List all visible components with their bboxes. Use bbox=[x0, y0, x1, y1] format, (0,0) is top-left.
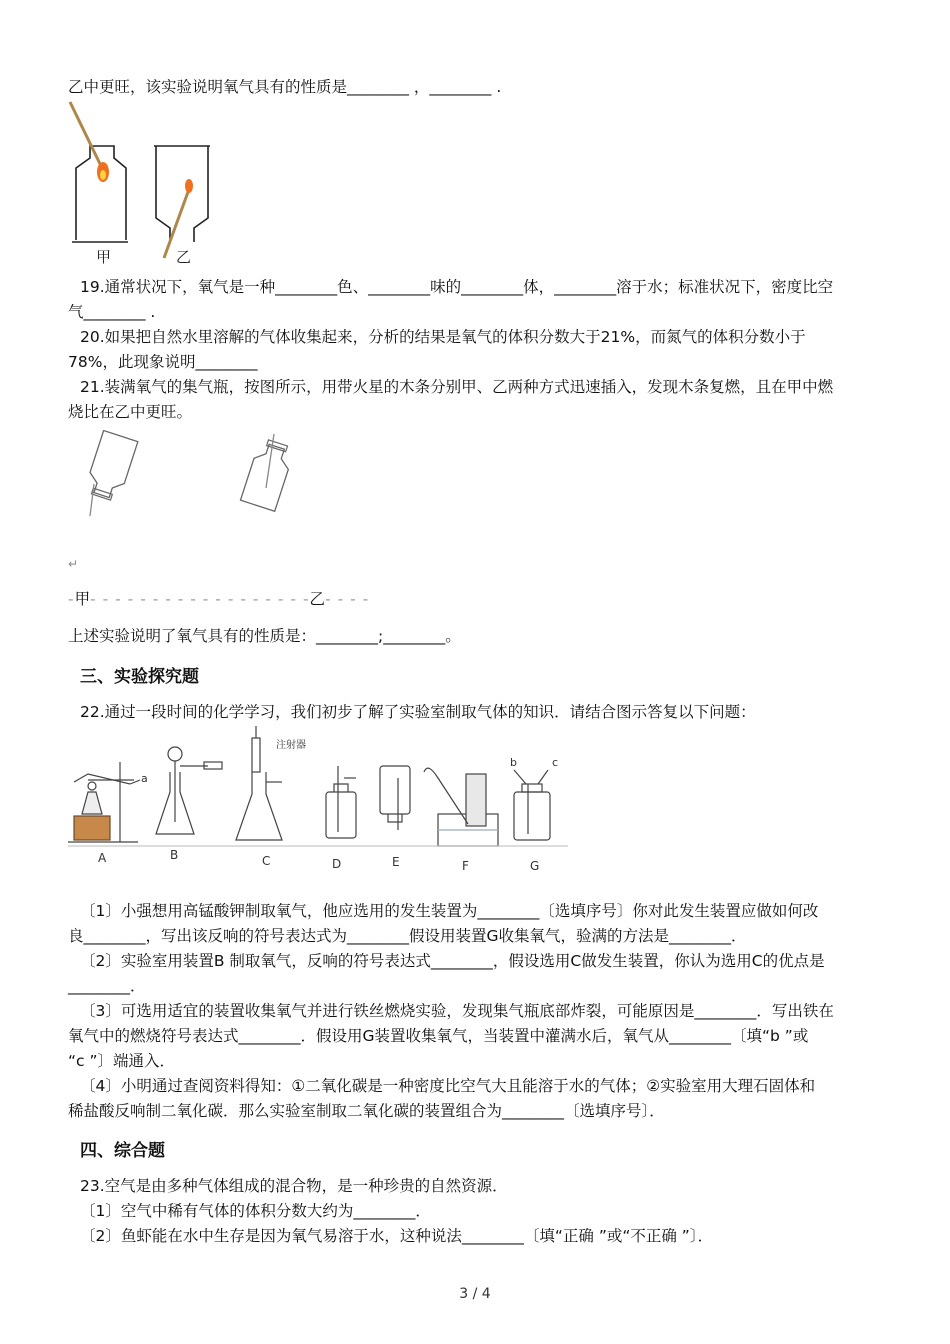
label-yi: 乙 bbox=[176, 248, 192, 266]
q21-line-1: 21.装满氧气的集气瓶，按图所示，用带火星的木条分别甲、乙两种方式迅速插入，发现木条复燃，且在甲中燃 bbox=[80, 378, 834, 396]
q22-3-line-3: “c ”〕端通入． bbox=[68, 1052, 176, 1070]
apparatus-g bbox=[514, 770, 550, 840]
q22-2-line-2: ________． bbox=[68, 977, 146, 995]
label-B: B bbox=[170, 848, 179, 862]
label-C: C bbox=[262, 854, 271, 868]
figure-jars-flame bbox=[68, 100, 228, 268]
q20-line-1: 20.如果把自然水里溶解的气体收集起来，分析的结果是氧气的体积分数大于21%，而氮气的体积分数小于 bbox=[80, 328, 806, 346]
q22-3-line-2: 氧气中的燃烧符号表达式________．假设用G装置收集氧气，当装置中灌满水后，氧气从________〔填“b ”或 bbox=[68, 1027, 809, 1045]
q21-line-3: 上述实验说明了氧气具有的性质是：________;________。 bbox=[68, 627, 461, 645]
figure-lab-apparatus bbox=[68, 722, 568, 880]
label-syringe: 注射器 bbox=[276, 740, 306, 751]
flame-yi bbox=[185, 179, 193, 193]
label-c-small: c bbox=[552, 756, 559, 769]
q22-4-line-2: 稀盐酸反响制二氧化碳．那么实验室制取二氧化碳的装置组合为________〔选填序号〕． bbox=[68, 1102, 665, 1120]
q23-stem: 23.空气是由多种气体组成的混合物，是一种珍贵的自然资源． bbox=[80, 1177, 508, 1195]
label-F: F bbox=[462, 859, 469, 873]
q19-line-2: 气________ . bbox=[68, 303, 156, 321]
label-yi-2: 乙 bbox=[309, 590, 326, 608]
dot-leader-right: - - - - bbox=[325, 590, 370, 608]
page-number: 3 / 4 bbox=[459, 1286, 491, 1302]
label-a-small: a bbox=[141, 772, 148, 785]
q23-1: 〔1〕空气中稀有气体的体积分数大约为________． bbox=[80, 1202, 431, 1220]
apparatus-f bbox=[424, 768, 498, 846]
label-G: G bbox=[530, 859, 540, 873]
figure2-labels bbox=[68, 588, 369, 610]
label-D: D bbox=[332, 857, 342, 871]
label-jia-2: 甲 bbox=[74, 590, 91, 608]
jar-yi bbox=[154, 146, 210, 242]
bottle-jia bbox=[84, 431, 138, 503]
apparatus-b bbox=[156, 747, 222, 834]
apparatus-d bbox=[326, 766, 356, 838]
apparatus-a bbox=[68, 762, 140, 842]
q22-1-line-2: 良________，写出该反响的符号表达式为________假设用装置G收集氧气，验满的方法是________． bbox=[68, 927, 747, 945]
dot-leader-mid: - - - - - - - - - - - - - - - - - - bbox=[90, 590, 310, 608]
apparatus-e bbox=[380, 766, 410, 830]
q22-stem: 22.通过一段时间的化学学习，我们初步了解了实验室制取气体的知识．请结合图示答复以下问题： bbox=[80, 703, 756, 721]
q20-line-2: 78%，此现象说明________ bbox=[68, 353, 258, 371]
section-title-experiment: 三、实验探究题 bbox=[80, 667, 199, 687]
jar-jia bbox=[72, 146, 128, 242]
q22-4-line-1: 〔4〕小明通过查阅资料得知：①二氧化碳是一种密度比空气大且能溶于水的气体；②实验室用大理石固体和 bbox=[80, 1077, 816, 1095]
label-A: A bbox=[98, 851, 107, 865]
q23-2: 〔2〕鱼虾能在水中生存是因为氧气易溶于水，这种说法________〔填“正确 ”或“不正确 ”〕． bbox=[80, 1227, 714, 1245]
q22-1-line-1: 〔1〕小强想用高锰酸钾制取氧气，他应选用的发生装置为________〔选填序号〕你对此发生装置应做如何改 bbox=[80, 902, 819, 920]
section-title-comprehensive: 四、综合题 bbox=[80, 1141, 165, 1161]
dot-leader-left: - bbox=[68, 590, 75, 608]
q18-tail-line: 乙中更旺，该实验说明氧气具有的性质是________ ，________ . bbox=[68, 78, 502, 96]
q22-3-line-1: 〔3〕可选用适宜的装置收集氧气并进行铁丝燃烧实验，发现集气瓶底部炸裂，可能原因是________．写出铁在 bbox=[80, 1002, 834, 1020]
paragraph-mark: ↵ bbox=[68, 557, 79, 571]
q19-line-1: 19.通常状况下，氧气是一种________色、________味的________体，________溶于水；标准状况下，密度比空 bbox=[80, 278, 834, 296]
q21-line-2: 烧比在乙中更旺。 bbox=[68, 403, 193, 421]
q22-2-line-1: 〔2〕实验室用装置B 制取氧气，反响的符号表达式________，假设选用C做发生装置，你认为选用C的优点是 bbox=[80, 952, 825, 970]
label-jia: 甲 bbox=[96, 248, 112, 266]
label-E: E bbox=[392, 855, 400, 869]
figure-gas-bottles bbox=[70, 430, 310, 522]
splint-jia bbox=[70, 102, 102, 168]
label-b-small: b bbox=[510, 756, 517, 769]
